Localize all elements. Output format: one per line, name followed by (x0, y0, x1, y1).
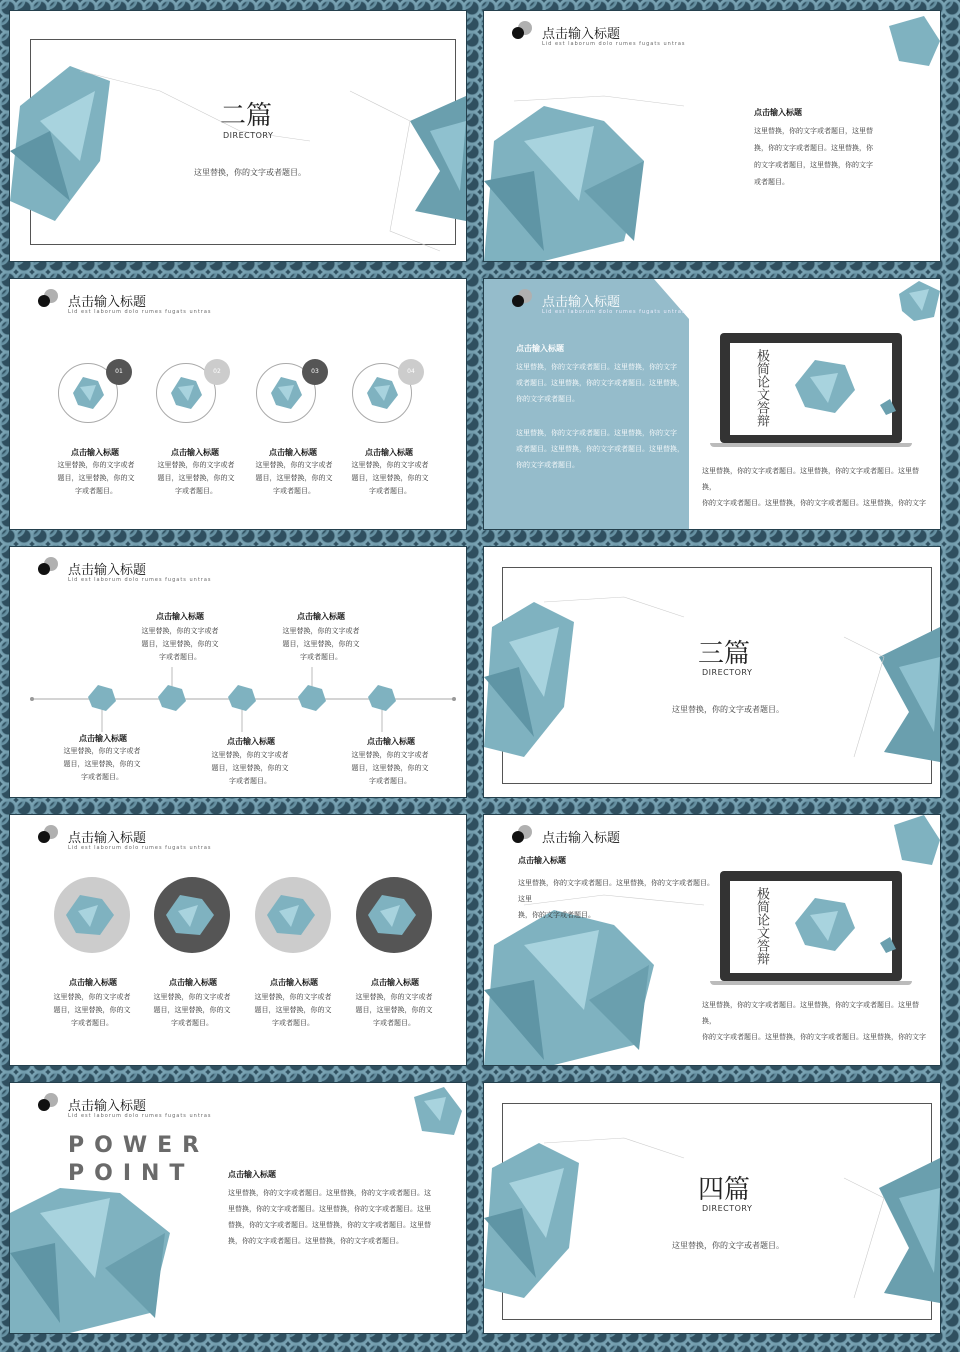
polygon-screen-icon (790, 355, 860, 415)
header-title: 点击输入标题 (68, 563, 147, 578)
item-heading: 点击输入标题 (79, 734, 127, 743)
slide-section-four[interactable] (484, 1083, 940, 1333)
laptop-base (710, 443, 912, 447)
header-subtitle: Lid est laborum dolo rumes fugats untras (68, 309, 212, 315)
body-heading: 点击输入标题 (228, 1170, 276, 1179)
item-heading: 点击输入标题 (227, 737, 275, 746)
item-text: 这里替换，你的文字或者 题目，这里替换，你的文 字或者题目。 (351, 751, 429, 785)
screen-title: 极简论文答辩 (754, 349, 769, 427)
item-text: 这里替换，你的文字或者 题目，这里替换，你的文 字或者题目。 (282, 627, 360, 661)
laptop-screen (730, 343, 892, 435)
section-title: 二篇 (220, 101, 273, 131)
header-subtitle: Lid est laborum dolo rumes fugats untras (68, 577, 212, 583)
body-heading: 点击输入标题 (518, 856, 566, 865)
item-heading: 点击输入标题 (371, 978, 419, 987)
section-title: 四篇 (698, 1175, 751, 1205)
item-text: 这里替换，你的文字或者 题目，这里替换，你的文 字或者题目。 (211, 751, 289, 785)
slide-laptop-polygon[interactable] (484, 815, 940, 1065)
laptop-caption: 这里替换，你的文字或者题目。这里替换，你的文字或者题目。这里替换， 你的文字或者题目。这里替换，你的文字或者题目。这里替换，你的文字 (702, 1001, 926, 1041)
number-badge: 04 (398, 359, 424, 385)
polygon-icon (68, 373, 108, 413)
item-text: 这里替换，你的文字或者 题目，这里替换，你的文 字或者题目。 (254, 993, 332, 1027)
item-heading: 点击输入标题 (156, 612, 204, 621)
body-heading: 点击输入标题 (754, 108, 802, 117)
directory-label: DIRECTORY (223, 131, 274, 140)
item-text: 这里替换，你的文字或者 题目，这里替换，你的文 字或者题目。 (157, 461, 235, 495)
item-heading: 点击输入标题 (69, 978, 117, 987)
laptop (720, 333, 902, 443)
polygon-icon (266, 373, 306, 413)
slide-four-rings[interactable] (10, 279, 466, 529)
panel-text-2: 这里替换，你的文字或者题目。这里替换，你的文字 或者题目。这里替换，你的文字或者题目。这里替换， 你的文字或者题目。 (516, 429, 684, 469)
item-heading: 点击输入标题 (365, 448, 413, 457)
header-title: 点击输入标题 (68, 295, 147, 310)
slide-powerpoint[interactable] (10, 1083, 466, 1333)
item-heading: 点击输入标题 (297, 612, 345, 621)
item-text: 这里替换，你的文字或者 题目，这里替换，你的文 字或者题目。 (53, 993, 131, 1027)
section-title: 三篇 (698, 639, 751, 669)
header-subtitle: Lid est laborum dolo rumes fugats untras (68, 845, 212, 851)
laptop-caption: 这里替换，你的文字或者题目。这里替换，你的文字或者题目。这里替换， 你的文字或者题目。这里替换，你的文字或者题目。这里替换，你的文字 (702, 467, 926, 507)
laptop-base (710, 981, 912, 985)
header-subtitle: Lid est laborum dolo rumes fugats untras (542, 41, 686, 47)
polygon-icon (362, 373, 402, 413)
item-text: 这里替换，你的文字或者 题目，这里替换，你的文 字或者题目。 (57, 461, 135, 495)
number-badge: 01 (106, 359, 132, 385)
body-text: 这里替换，你的文字或者题目。这里替换，你的文字或者题目。这 里替换，你的文字或者题目。这里替换，你的文字或者题目。这里 替换，你的文字或者题目。这里替换，你的文字或者题目。这里替 换，你的文字或者题目。这里替换，你的文字或者题目。 (228, 1189, 431, 1245)
item-text: 这里替换，你的文字或者 题目，这里替换，你的文 字或者题目。 (141, 627, 219, 661)
section-subtitle: 这里替换，你的文字或者题目。 (672, 705, 784, 714)
header-title: 点击输入标题 (542, 27, 621, 42)
panel-heading: 点击输入标题 (516, 344, 564, 353)
screen-title: 极简论文答辩 (754, 887, 769, 965)
polygon-corner-icon (894, 279, 940, 329)
section-subtitle: 这里替换，你的文字或者题目。 (194, 168, 306, 177)
item-heading: 点击输入标题 (171, 448, 219, 457)
header-title: 点击输入标题 (68, 1099, 147, 1114)
item-heading: 点击输入标题 (269, 448, 317, 457)
item-heading: 点击输入标题 (71, 448, 119, 457)
slide-timeline[interactable] (10, 547, 466, 797)
body-text: 这里替换，你的文字或者题目。这里替换，你的文字或者题目。这里 换，你的文字或者题目。 (518, 879, 714, 919)
item-heading: 点击输入标题 (270, 978, 318, 987)
slide-laptop-panel[interactable] (484, 279, 940, 529)
slide-four-circles[interactable] (10, 815, 466, 1065)
body-text: 这里替换，你的文字或者题目，这里替 换，你的文字或者题目。这里替换，你 的文字或者题目，这里替换，你的文字 或者题目。 (754, 127, 873, 186)
polygon-screen-icon (790, 893, 860, 953)
slide-section-three[interactable] (484, 547, 940, 797)
header-subtitle: Lid est laborum dolo rumes fugats untras (542, 309, 686, 315)
item-text: 这里替换，你的文字或者 题目，这里替换，你的文 字或者题目。 (153, 993, 231, 1027)
directory-label: DIRECTORY (702, 1204, 753, 1213)
black-dot-icon (38, 295, 50, 307)
panel-text-1: 这里替换，你的文字或者题目。这里替换，你的文字 或者题目。这里替换，你的文字或者题目。这里替换， 你的文字或者题目。 (516, 363, 684, 403)
header-title: 点击输入标题 (542, 295, 621, 310)
black-dot-icon (512, 295, 524, 307)
laptop-screen (730, 881, 892, 973)
directory-label: DIRECTORY (702, 668, 753, 677)
item-text: 这里替换，你的文字或者 题目，这里替换，你的文 字或者题目。 (355, 993, 433, 1027)
item-text: 这里替换，你的文字或者 题目，这里替换，你的文 字或者题目。 (63, 747, 141, 781)
laptop (720, 871, 902, 981)
slide-section-two[interactable] (10, 11, 466, 261)
item-heading: 点击输入标题 (367, 737, 415, 746)
header-title: 点击输入标题 (68, 831, 147, 846)
header-subtitle: Lid est laborum dolo rumes fugats untras (68, 1113, 212, 1119)
section-subtitle: 这里替换，你的文字或者题目。 (672, 1241, 784, 1250)
item-text: 这里替换，你的文字或者 题目，这里替换，你的文 字或者题目。 (255, 461, 333, 495)
number-badge: 02 (204, 359, 230, 385)
polygon-icon (166, 373, 206, 413)
point-word: POINT (68, 1161, 195, 1186)
item-heading: 点击输入标题 (169, 978, 217, 987)
header-title: 点击输入标题 (542, 831, 621, 846)
slide-text-polygon[interactable] (484, 11, 940, 261)
number-badge: 03 (302, 359, 328, 385)
power-word: POWER (68, 1133, 210, 1158)
item-text: 这里替换，你的文字或者 题目，这里替换，你的文 字或者题目。 (351, 461, 429, 495)
